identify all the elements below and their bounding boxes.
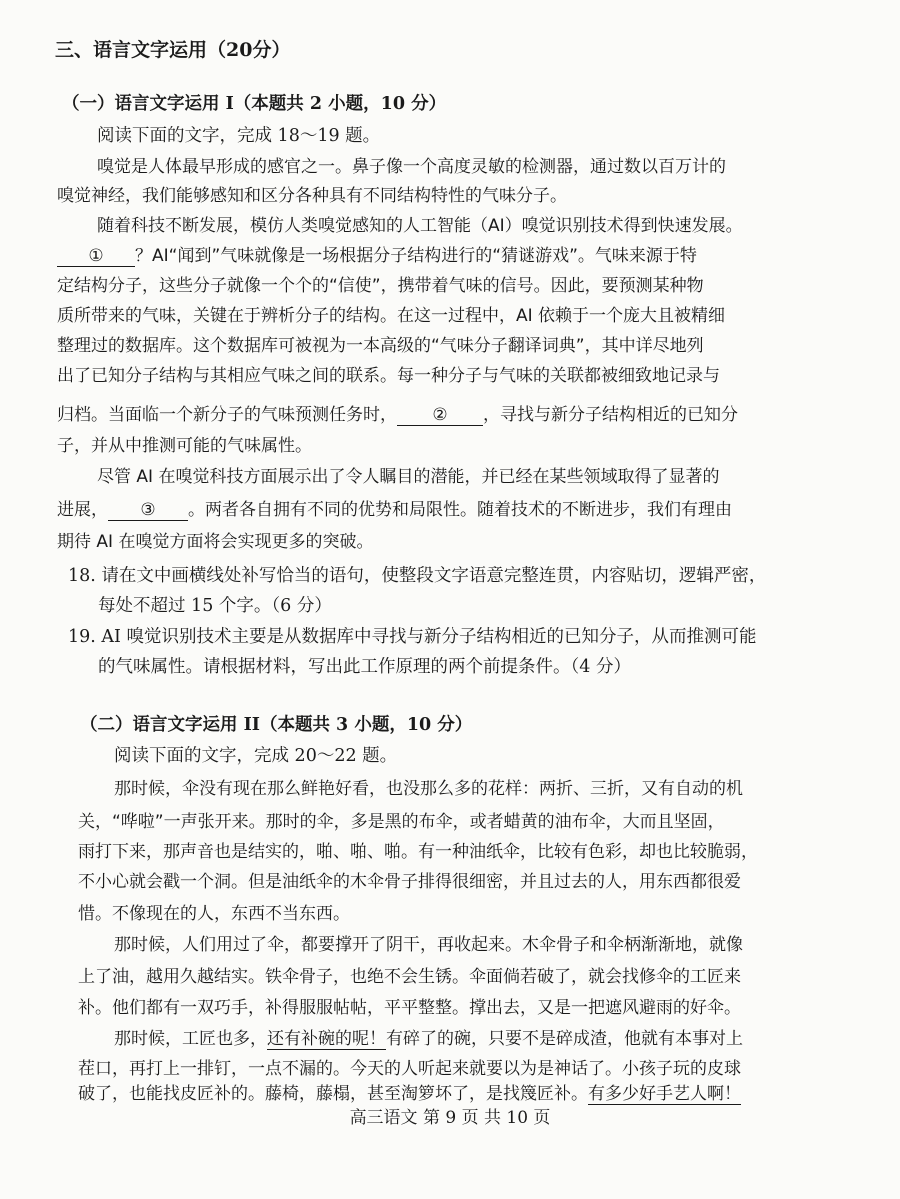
question-19-line-1: 19. AI 嗅觉识别技术主要是从数据库中寻找与新分子结构相近的已知分子，从而推测可能	[68, 627, 757, 647]
blank-3[interactable]: ③	[108, 500, 188, 521]
p2-line-5: 整理过的数据库。这个数据库可被视为一本高级的“气味分子翻译词典”，其中详尽地列	[57, 336, 704, 356]
question-18-line-2: 每处不超过 15 个字。（6 分）	[98, 596, 332, 616]
p1-line-1: 嗅觉是人体最早形成的感官之一。鼻子像一个高度灵敏的检测器，通过数以百万计的	[97, 157, 726, 177]
page-footer: 高三语文 第 9 页 共 10 页	[349, 1108, 551, 1128]
p2-line-2: ① ？AI“闻到”气味就像是一场根据分子结构进行的“猜谜游戏”。气味来源于特	[57, 244, 697, 268]
story-p3-line-2: 茬口，再打上一排钉，一点不漏的。今天的人听起来就要以为是神话了。小孩子玩的皮球	[78, 1059, 741, 1079]
p2-line-1: 随着科技不断发展，模仿人类嗅觉感知的人工智能（AI）嗅觉识别技术得到快速发展。	[97, 216, 743, 236]
story-p1-line-1: 那时候，伞没有现在那么鲜艳好看，也没那么多的花样：两折、三折，又有自动的机	[114, 779, 743, 799]
part1-instruction: 阅读下面的文字，完成 18～19 题。	[97, 126, 381, 146]
p1-line-2: 嗅觉神经，我们能够感知和区分各种具有不同结构特性的气味分子。	[57, 186, 567, 206]
section-title: 三、语言文字运用（20分）	[55, 39, 291, 61]
p3-line-2: 进展， ③ 。两者各自拥有不同的优势和局限性。随着技术的不断进步，我们有理由	[57, 500, 732, 520]
question-19-line-2: 的气味属性。请根据材料，写出此工作原理的两个前提条件。（4 分）	[98, 657, 631, 677]
story-p3-line-1: 那时候，工匠也多，还有补碗的呢！有碎了的碗，只要不是碎成渣，他就有本事对上	[114, 1029, 743, 1049]
p3-line-1: 尽管 AI 在嗅觉科技方面展示出了令人瞩目的潜能，并已经在某些领域取得了显著的	[97, 467, 720, 487]
story-p3-line-3: 破了，也能找皮匠补的。藤椅，藤榻，甚至淘箩坏了，是找篾匠补。有多少好手艺人啊！	[78, 1084, 741, 1104]
part2-instruction: 阅读下面的文字，完成 20～22 题。	[114, 746, 398, 766]
p2-line-6: 出了已知分子结构与其相应气味之间的联系。每一种分子与气味的关联都被细致地记录与	[57, 366, 720, 386]
story-p1-line-4: 不小心就会戳一个洞。但是油纸伞的木伞骨子排得很细密，并且过去的人，用东西都很爱	[78, 872, 741, 892]
story-p2-line-2: 上了油，越用久越结实。铁伞骨子，也绝不会生锈。伞面倘若破了，就会找修伞的工匠来	[78, 967, 741, 987]
story-p2-line-3: 补。他们都有一双巧手，补得服服帖帖，平平整整。撑出去，又是一把遮风避雨的好伞。	[78, 998, 741, 1018]
p2-line-8: 子，并从中推测可能的气味属性。	[57, 436, 312, 456]
story-p2-line-1: 那时候，人们用过了伞，都要撑开了阴干，再收起来。木伞骨子和伞柄渐渐地，就像	[114, 935, 743, 955]
story-p1-line-2: 关，“哗啦”一声张开来。那时的伞，多是黑的布伞，或者蜡黄的油布伞，大而且坚固，	[78, 812, 725, 832]
blank-1[interactable]: ①	[57, 246, 135, 267]
p2-line-4: 质所带来的气味，关键在于辨析分子的结构。在这一过程中，AI 依赖于一个庞大且被精细	[57, 306, 726, 326]
part1-header: （一）语言文字运用 I（本题共 2 小题，10 分）	[62, 94, 447, 114]
story-p1-line-5: 惜。不像现在的人，东西不当东西。	[78, 904, 350, 924]
underlined-phrase-2: 有多少好手艺人啊！	[588, 1084, 741, 1104]
story-p1-line-3: 雨打下来，那声音也是结实的，啪、啪、啪。有一种油纸伞，比较有色彩，却也比较脆弱，	[78, 842, 758, 862]
blank-2[interactable]: ②	[397, 405, 483, 426]
part2-header: （二）语言文字运用 II（本题共 3 小题，10 分）	[80, 715, 473, 735]
p2-line-7: 归档。当面临一个新分子的气味预测任务时， ② ，寻找与新分子结构相近的已知分	[57, 405, 738, 425]
p3-line-3: 期待 AI 在嗅觉方面将会实现更多的突破。	[57, 532, 374, 552]
underlined-phrase-1: 还有补碗的呢！	[267, 1029, 386, 1049]
question-18-line-1: 18. 请在文中画横线处补写恰当的语句，使整段文字语意完整连贯，内容贴切，逻辑严密，	[68, 566, 767, 586]
p2-line-3: 定结构分子，这些分子就像一个个的“信使”，携带着气味的信号。因此，要预测某种物	[57, 276, 704, 296]
